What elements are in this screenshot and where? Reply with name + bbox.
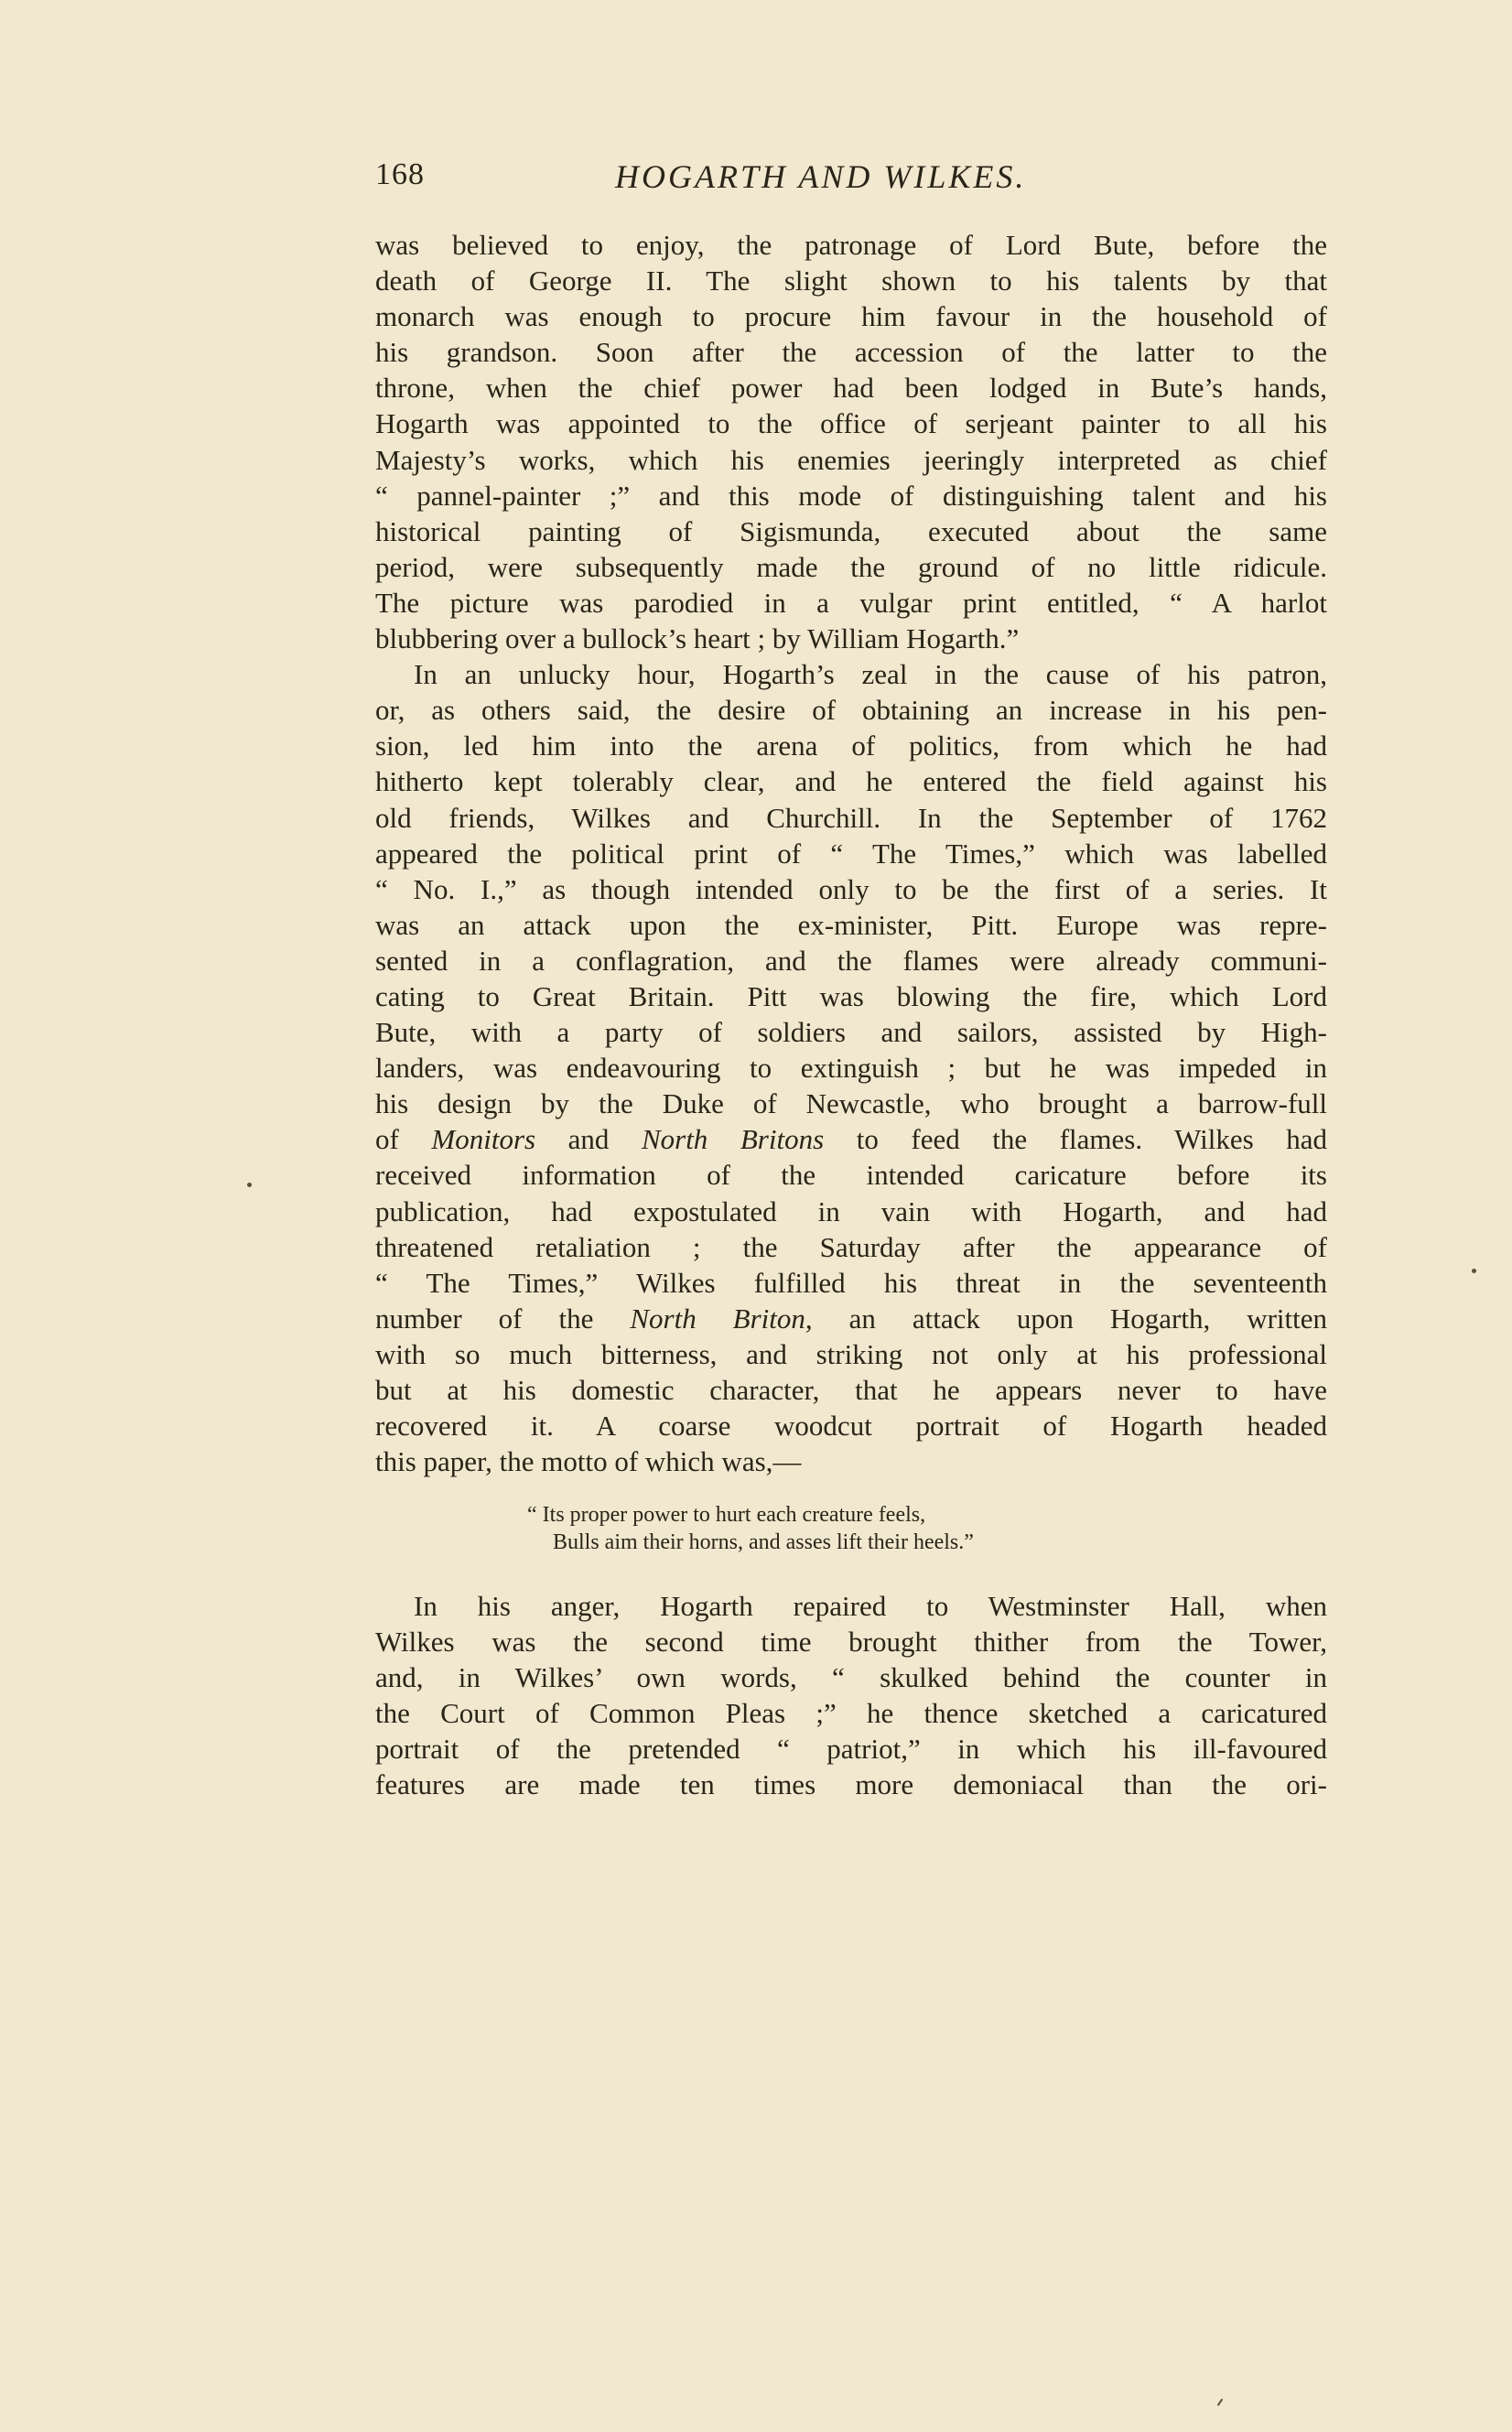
text-line: landers, was endeavouring to extinguish ; but he was impeded in [375,1052,1327,1085]
text-line: Wilkes was the second time brought thither from the Tower, [375,1626,1327,1659]
text-line: Hogarth was appointed to the office of serjeant painter to all his [375,407,1327,440]
verse-line: Bulls aim their horns, and asses lift their heels.” [553,1530,974,1554]
verse-line: “ Its proper power to hurt each creature feels, [527,1503,926,1527]
text-line: In an unlucky hour, Hogarth’s zeal in the cause of his patron, [414,658,1327,691]
text-line: appeared the political print of “ The Times,” which was labelled [375,837,1327,870]
text-line: and, in Wilkes’ own words, “ skulked behind the counter in [375,1661,1327,1694]
text-run: an attack upon Hogarth, written [812,1302,1327,1335]
text-line: old friends, Wilkes and Churchill. In the September of 1762 [375,801,1327,834]
text-line: “ No. I.,” as though intended only to be the first of a series. It [375,872,1327,905]
text-run: and [535,1123,642,1156]
text-line: The picture was parodied in a vulgar print entitled, “ A harlot [375,586,1327,619]
text-run: number of the [375,1302,631,1335]
text-line: hitherto kept tolerably clear, and he entered the field against his [375,765,1327,798]
text-line: sion, led him into the arena of politics, from which he had [375,730,1327,762]
text-line: In his anger, Hogarth repaired to Westminster Hall, when [414,1590,1327,1622]
text-line-with-italics [375,1121,1327,1157]
text-line: but at his domestic character, that he appears never to have [375,1374,1327,1406]
text-line: his grandson. Soon after the accession of the latter to the [375,336,1327,369]
text-line: received information of the intended caricature before its [375,1159,1327,1192]
text-line: threatened retaliation ; the Saturday after the appearance of [375,1230,1327,1263]
italic-title: Monitors [431,1123,536,1156]
running-head: HOGARTH AND WILKES. [615,158,1027,195]
ink-speck [1472,1269,1476,1273]
text-line: period, were subsequently made the ground of no little ridicule. [375,550,1327,583]
text-line: Majesty’s works, which his enemies jeeringly interpreted as chief [375,443,1327,476]
text-line: portrait of the pretended “ patriot,” in which his ill-favoured [375,1733,1327,1766]
text-line: historical painting of Sigismunda, executed about the same [375,514,1327,547]
text-line-with-italics [375,1301,1327,1336]
text-line: Bute, with a party of soldiers and sailors, assisted by High- [375,1016,1327,1049]
text-line: or, as others said, the desire of obtaining an increase in his pen- [375,694,1327,727]
text-line: “ The Times,” Wilkes fulfilled his threat in the seventeenth [375,1266,1327,1299]
text-line: death of George II. The slight shown to his talents by that [375,265,1327,297]
text-line: “ pannel-painter ;” and this mode of distinguishing talent and his [375,479,1327,512]
text-run: of [375,1123,432,1156]
ink-speck [1217,2398,1224,2406]
text-line: recovered it. A coarse woodcut portrait of Hogarth headed [375,1410,1327,1443]
text-line: blubbering over a bullock’s heart ; by William Hogarth.” [375,622,1020,655]
text-line: publication, had expostulated in vain with Hogarth, and had [375,1194,1327,1227]
text-line: was believed to enjoy, the patronage of Lord Bute, before the [375,229,1327,261]
text-line: his design by the Duke of Newcastle, who brought a barrow-full [375,1087,1327,1120]
page-header [375,157,1327,201]
main-text-continued [375,1588,1327,1803]
text-line: sented in a conflagration, and the flames were already communi- [375,944,1327,977]
text-line: the Court of Common Pleas ;” he thence sketched a caricatured [375,1697,1327,1730]
italic-title: North Briton, [630,1302,813,1335]
text-line: throne, when the chief power had been lodged in Bute’s hands, [375,372,1327,405]
main-text [375,227,1327,1479]
text-line: cating to Great Britain. Pitt was blowing the fire, which Lord [375,979,1327,1012]
ink-speck [247,1183,252,1187]
text-line: this paper, the motto of which was,— [375,1445,802,1478]
page-number: 168 [375,157,425,191]
verse-quotation [527,1501,1186,1556]
text-line: monarch was enough to procure him favour in the household of [375,300,1327,333]
text-line: with so much bitterness, and striking not only at his professional [375,1337,1327,1370]
text-line: was an attack upon the ex-minister, Pitt. Europe was repre- [375,908,1327,941]
text-line: features are made ten times more demoniacal than the ori- [375,1768,1327,1801]
italic-title: North Britons [641,1123,825,1156]
text-run: to feed the flames. Wilkes had [824,1123,1327,1156]
